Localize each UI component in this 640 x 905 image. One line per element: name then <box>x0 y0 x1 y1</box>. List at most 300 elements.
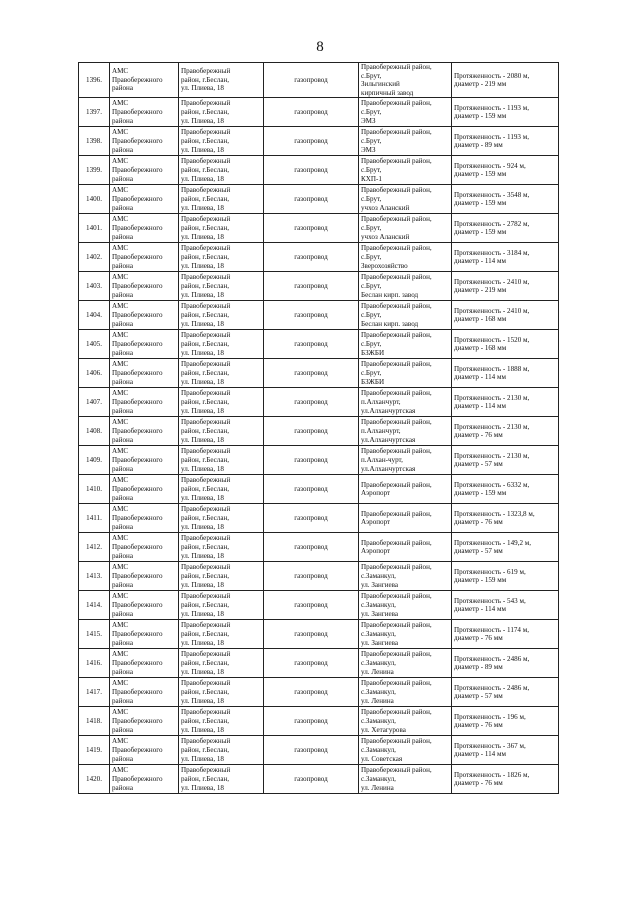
object-location-line: Правобережный район, <box>361 679 432 688</box>
object-location-line: ул. Советская <box>361 754 403 763</box>
object-location-cell <box>359 301 452 330</box>
owner-address-line: ул. Плиева, 18 <box>181 174 224 183</box>
table-row <box>79 185 559 214</box>
owner-address-cell <box>179 504 264 533</box>
object-location-cell <box>359 562 452 591</box>
record-number-cell: 1415. <box>79 620 110 649</box>
specification-cell <box>452 243 559 272</box>
object-location-line: учхоз Аланский <box>361 232 410 241</box>
specification-line: диаметр - 89 мм <box>454 663 503 672</box>
object-location-line: Правобережный район, <box>361 186 432 195</box>
object-location-cell <box>359 156 452 185</box>
table-row <box>79 620 559 649</box>
owner-address-line: Правобережный <box>181 67 231 76</box>
owner-cell <box>110 620 179 649</box>
table-row <box>79 359 559 388</box>
object-location-cell <box>359 127 452 156</box>
record-number-cell: 1412. <box>79 533 110 562</box>
specification-line: Протяженность - 2410 м, <box>454 277 530 286</box>
registry-table-body <box>79 63 559 794</box>
object-location-line: Зверохозяйство <box>361 261 408 270</box>
specification-line: диаметр - 159 мм <box>454 228 507 237</box>
owner-cell <box>110 243 179 272</box>
object-location-line: Правобережный район, <box>361 592 432 601</box>
owner-address-line: район, г.Беслан, <box>181 166 230 175</box>
object-location-cell <box>359 98 452 127</box>
owner-cell <box>110 533 179 562</box>
object-location-line: Правобережный район, <box>361 447 432 456</box>
owner-cell <box>110 185 179 214</box>
owner-line: Правобережного <box>112 369 163 378</box>
specification-line: Протяженность - 196 м, <box>454 712 526 721</box>
owner-address-cell <box>179 214 264 243</box>
record-number-cell: 1396. <box>79 63 110 98</box>
object-location-line: Правобережный район, <box>361 766 432 775</box>
object-location-line: Правобережный район, <box>361 128 432 137</box>
owner-cell <box>110 214 179 243</box>
owner-address-line: район, г.Беслан, <box>181 746 230 755</box>
owner-line: Правобережного <box>112 166 163 175</box>
owner-address-cell <box>179 98 264 127</box>
specification-cell <box>452 765 559 794</box>
object-location-line: Беслан кирп. завод <box>361 319 419 328</box>
owner-address-line: ул. Плиева, 18 <box>181 232 224 241</box>
table-row <box>79 707 559 736</box>
owner-address-cell <box>179 388 264 417</box>
owner-cell <box>110 98 179 127</box>
object-type-cell: газопровод <box>264 243 359 272</box>
owner-line: района <box>112 609 133 618</box>
object-location-line: ул. Зангиева <box>361 638 399 647</box>
object-location-line: Правобережный район, <box>361 331 432 340</box>
owner-cell <box>110 446 179 475</box>
table-row <box>79 678 559 707</box>
table-row <box>79 156 559 185</box>
owner-cell <box>110 359 179 388</box>
object-type-cell: газопровод <box>264 98 359 127</box>
specification-line: диаметр - 76 мм <box>454 518 503 527</box>
object-location-cell <box>359 707 452 736</box>
owner-line: Правобережного <box>112 253 163 262</box>
owner-cell <box>110 301 179 330</box>
object-type-cell: газопровод <box>264 214 359 243</box>
owner-line: Правобережного <box>112 688 163 697</box>
owner-address-line: район, г.Беслан, <box>181 224 230 233</box>
specification-line: Протяженность - 149,2 м, <box>454 538 532 547</box>
owner-line: АМС <box>112 186 129 195</box>
specification-line: Протяженность - 2410 м, <box>454 306 530 315</box>
owner-address-cell <box>179 185 264 214</box>
object-location-cell <box>359 388 452 417</box>
specification-line: диаметр - 159 мм <box>454 170 507 179</box>
object-location-cell <box>359 475 452 504</box>
owner-line: АМС <box>112 476 129 485</box>
object-location-cell <box>359 417 452 446</box>
object-location-line: ул. Ленина <box>361 783 394 792</box>
owner-address-line: ул. Плиева, 18 <box>181 493 224 502</box>
object-location-line: Правобережный район, <box>361 157 432 166</box>
record-number-cell: 1402. <box>79 243 110 272</box>
owner-address-line: ул. Плиева, 18 <box>181 638 224 647</box>
object-type-cell: газопровод <box>264 765 359 794</box>
object-type-cell: газопровод <box>264 504 359 533</box>
record-number-cell: 1400. <box>79 185 110 214</box>
record-number-cell: 1420. <box>79 765 110 794</box>
specification-cell <box>452 736 559 765</box>
specification-line: диаметр - 159 мм <box>454 199 507 208</box>
object-location-line: с.Заманкул, <box>361 746 396 755</box>
object-location-cell <box>359 243 452 272</box>
owner-address-cell <box>179 765 264 794</box>
object-location-line: с.Заманкул, <box>361 601 396 610</box>
owner-address-line: район, г.Беслан, <box>181 688 230 697</box>
owner-address-cell <box>179 591 264 620</box>
specification-cell <box>452 504 559 533</box>
owner-address-line: Правобережный <box>181 505 231 514</box>
owner-address-line: ул. Плиева, 18 <box>181 551 224 560</box>
owner-line: АМС <box>112 273 129 282</box>
record-number-cell: 1414. <box>79 591 110 620</box>
specification-line: диаметр - 168 мм <box>454 344 507 353</box>
specification-cell <box>452 562 559 591</box>
owner-line: Правобережного <box>112 137 163 146</box>
object-type-cell: газопровод <box>264 156 359 185</box>
owner-address-line: ул. Плиева, 18 <box>181 406 224 415</box>
owner-address-line: район, г.Беслан, <box>181 340 230 349</box>
owner-address-line: ул. Плиева, 18 <box>181 580 224 589</box>
owner-address-cell <box>179 301 264 330</box>
object-location-line: с.Брут, <box>361 282 382 291</box>
owner-address-line: район, г.Беслан, <box>181 630 230 639</box>
owner-line: АМС <box>112 331 129 340</box>
object-location-line: Правобережный район, <box>361 360 432 369</box>
table-row <box>79 272 559 301</box>
object-location-cell <box>359 504 452 533</box>
table-row <box>79 736 559 765</box>
object-location-line: с.Заманкул, <box>361 775 396 784</box>
object-type-cell: газопровод <box>264 388 359 417</box>
object-location-line: с.Брут, <box>361 253 382 262</box>
object-location-line: с.Заманкул, <box>361 572 396 581</box>
object-type-cell: газопровод <box>264 620 359 649</box>
owner-cell <box>110 156 179 185</box>
owner-line: района <box>112 638 133 647</box>
owner-address-line: район, г.Беслан, <box>181 75 230 84</box>
specification-line: Протяженность - 1174 м, <box>454 625 530 634</box>
owner-address-line: ул. Плиева, 18 <box>181 725 224 734</box>
owner-address-line: Правобережный <box>181 592 231 601</box>
object-location-cell <box>359 533 452 562</box>
specification-line: Протяженность - 1193 м, <box>454 132 530 141</box>
owner-line: АМС <box>112 157 129 166</box>
record-number-cell: 1410. <box>79 475 110 504</box>
specification-cell <box>452 620 559 649</box>
owner-line: Правобережного <box>112 775 163 784</box>
owner-address-cell <box>179 678 264 707</box>
object-location-cell <box>359 63 452 98</box>
object-location-line: Правобережный район, <box>361 418 432 427</box>
owner-line: АМС <box>112 244 129 253</box>
table-row <box>79 562 559 591</box>
record-number-cell: 1416. <box>79 649 110 678</box>
owner-line: АМС <box>112 418 129 427</box>
owner-line: района <box>112 435 133 444</box>
specification-cell <box>452 533 559 562</box>
owner-address-line: Правобережный <box>181 737 231 746</box>
object-location-line: с.Заманкул, <box>361 630 396 639</box>
specification-line: диаметр - 76 мм <box>454 431 503 440</box>
owner-line: района <box>112 464 133 473</box>
object-type-cell: газопровод <box>264 272 359 301</box>
record-number-cell: 1399. <box>79 156 110 185</box>
object-location-line: с.Брут, <box>361 369 382 378</box>
object-location-line: п.Алханчурт, <box>361 427 401 436</box>
table-row <box>79 504 559 533</box>
owner-cell <box>110 272 179 301</box>
owner-address-line: Правобережный <box>181 302 231 311</box>
owner-address-line: ул. Плиева, 18 <box>181 435 224 444</box>
object-type-cell: газопровод <box>264 475 359 504</box>
table-row <box>79 301 559 330</box>
owner-address-line: Правобережный <box>181 447 231 456</box>
object-location-line: Правобережный район, <box>361 244 432 253</box>
object-location-line: с.Брут, <box>361 224 382 233</box>
owner-address-line: Правобережный <box>181 99 231 108</box>
owner-address-cell <box>179 707 264 736</box>
owner-line: АМС <box>112 505 129 514</box>
object-location-line: Правобережный район, <box>361 302 432 311</box>
property-registry-table <box>78 62 559 794</box>
owner-address-line: ул. Плиева, 18 <box>181 667 224 676</box>
owner-line: Правобережного <box>112 456 163 465</box>
specification-line: Протяженность - 367 м, <box>454 741 526 750</box>
owner-address-line: Правобережный <box>181 621 231 630</box>
owner-cell <box>110 63 179 98</box>
object-location-line: Правобережный район, <box>361 538 432 547</box>
object-location-cell <box>359 736 452 765</box>
object-location-line: с.Заманкул, <box>361 688 396 697</box>
owner-address-cell <box>179 736 264 765</box>
owner-line: района <box>112 348 133 357</box>
specification-cell <box>452 446 559 475</box>
owner-address-line: Правобережный <box>181 389 231 398</box>
object-type-cell: газопровод <box>264 707 359 736</box>
object-location-line: Правобережный район, <box>361 737 432 746</box>
owner-line: Правобережного <box>112 659 163 668</box>
owner-cell <box>110 765 179 794</box>
object-type-cell: газопровод <box>264 301 359 330</box>
owner-line: района <box>112 319 133 328</box>
object-location-line: Правобережный район, <box>361 389 432 398</box>
specification-line: Протяженность - 2486 м, <box>454 683 530 692</box>
specification-line: Протяженность - 2080 м, <box>454 71 530 80</box>
owner-address-line: Правобережный <box>181 244 231 253</box>
owner-address-line: Правобережный <box>181 766 231 775</box>
owner-address-line: Правобережный <box>181 186 231 195</box>
owner-line: района <box>112 116 133 125</box>
specification-cell <box>452 649 559 678</box>
owner-line: Правобережного <box>112 75 163 84</box>
object-location-cell <box>359 214 452 243</box>
owner-line: района <box>112 493 133 502</box>
record-number-cell: 1407. <box>79 388 110 417</box>
record-number-cell: 1409. <box>79 446 110 475</box>
object-location-line: с.Брут, <box>361 137 382 146</box>
specification-line: диаметр - 159 мм <box>454 489 507 498</box>
owner-line: района <box>112 84 133 93</box>
owner-cell <box>110 591 179 620</box>
owner-line: Правобережного <box>112 514 163 523</box>
owner-line: АМС <box>112 67 129 76</box>
object-location-cell <box>359 272 452 301</box>
object-location-line: Правобережный район, <box>361 708 432 717</box>
object-location-line: Аэропорт <box>361 489 391 498</box>
owner-cell <box>110 475 179 504</box>
owner-line: Правобережного <box>112 340 163 349</box>
record-number-cell: 1403. <box>79 272 110 301</box>
specification-cell <box>452 272 559 301</box>
owner-line: АМС <box>112 302 129 311</box>
record-number-cell: 1417. <box>79 678 110 707</box>
object-location-line: учхоз Аланский <box>361 203 410 212</box>
specification-line: диаметр - 76 мм <box>454 779 503 788</box>
record-number-cell: 1411. <box>79 504 110 533</box>
owner-line: АМС <box>112 766 129 775</box>
specification-line: диаметр - 159 мм <box>454 576 507 585</box>
table-row <box>79 127 559 156</box>
owner-address-line: ул. Плиева, 18 <box>181 783 224 792</box>
object-location-line: п.Алханчурт, <box>361 398 401 407</box>
owner-address-line: Правобережный <box>181 708 231 717</box>
table-row <box>79 243 559 272</box>
specification-line: диаметр - 57 мм <box>454 460 503 469</box>
owner-address-line: Правобережный <box>181 650 231 659</box>
specification-cell <box>452 591 559 620</box>
owner-address-cell <box>179 127 264 156</box>
record-number-cell: 1413. <box>79 562 110 591</box>
owner-address-line: Правобережный <box>181 360 231 369</box>
specification-line: диаметр - 219 мм <box>454 80 507 89</box>
table-row <box>79 649 559 678</box>
owner-line: района <box>112 145 133 154</box>
owner-cell <box>110 504 179 533</box>
owner-line: Правобережного <box>112 224 163 233</box>
owner-address-line: ул. Плиева, 18 <box>181 84 224 93</box>
owner-address-line: Правобережный <box>181 128 231 137</box>
owner-line: Правобережного <box>112 630 163 639</box>
table-row <box>79 446 559 475</box>
object-location-line: БЗЖБИ <box>361 348 385 357</box>
object-location-line: Аэропорт <box>361 547 391 556</box>
object-location-line: с.Брут, <box>361 71 382 80</box>
object-type-cell: газопровод <box>264 446 359 475</box>
specification-line: Протяженность - 2130 м, <box>454 422 530 431</box>
owner-address-cell <box>179 562 264 591</box>
object-location-cell <box>359 765 452 794</box>
object-location-line: п.Алхан-чурт, <box>361 456 403 465</box>
object-type-cell: газопровод <box>264 649 359 678</box>
owner-line: района <box>112 203 133 212</box>
owner-line: района <box>112 783 133 792</box>
object-location-line: с.Брут, <box>361 311 382 320</box>
owner-address-cell <box>179 475 264 504</box>
owner-line: АМС <box>112 737 129 746</box>
object-location-cell <box>359 591 452 620</box>
object-location-line: ЭМЗ <box>361 116 376 125</box>
owner-line: Правобережного <box>112 543 163 552</box>
owner-line: АМС <box>112 679 129 688</box>
object-location-line: Зильгинский <box>361 80 400 89</box>
owner-address-line: район, г.Беслан, <box>181 108 230 117</box>
owner-address-line: ул. Плиева, 18 <box>181 464 224 473</box>
owner-address-line: Правобережный <box>181 476 231 485</box>
owner-address-line: Правобережный <box>181 679 231 688</box>
owner-line: Правобережного <box>112 746 163 755</box>
object-location-line: БЗЖБИ <box>361 377 385 386</box>
specification-line: Протяженность - 1323,8 м, <box>454 509 535 518</box>
specification-cell <box>452 214 559 243</box>
record-number-cell: 1405. <box>79 330 110 359</box>
owner-address-line: район, г.Беслан, <box>181 717 230 726</box>
table-row <box>79 475 559 504</box>
owner-line: района <box>112 406 133 415</box>
owner-address-line: район, г.Беслан, <box>181 427 230 436</box>
owner-address-line: район, г.Беслан, <box>181 543 230 552</box>
table-row <box>79 765 559 794</box>
object-location-line: с.Брут, <box>361 108 382 117</box>
object-location-line: ул. Ленина <box>361 667 394 676</box>
owner-address-line: Правобережный <box>181 563 231 572</box>
table-row <box>79 591 559 620</box>
owner-address-line: район, г.Беслан, <box>181 456 230 465</box>
owner-line: района <box>112 522 133 531</box>
object-location-line: ул. Зангиева <box>361 580 399 589</box>
table-row <box>79 63 559 98</box>
owner-address-line: ул. Плиева, 18 <box>181 319 224 328</box>
object-type-cell: газопровод <box>264 63 359 98</box>
owner-line: Правобережного <box>112 311 163 320</box>
object-location-line: ул.Алханчуртская <box>361 464 416 473</box>
specification-line: Протяженность - 1888 м, <box>454 364 530 373</box>
object-location-line: ул. Ленина <box>361 696 394 705</box>
owner-line: Правобережного <box>112 485 163 494</box>
object-location-cell <box>359 185 452 214</box>
table-row <box>79 417 559 446</box>
specification-line: диаметр - 114 мм <box>454 750 506 759</box>
specification-cell <box>452 388 559 417</box>
owner-address-cell <box>179 63 264 98</box>
owner-line: района <box>112 754 133 763</box>
owner-address-line: Правобережный <box>181 534 231 543</box>
specification-cell <box>452 63 559 98</box>
table-row <box>79 98 559 127</box>
object-location-line: ул.Алханчуртская <box>361 406 416 415</box>
record-number-cell: 1408. <box>79 417 110 446</box>
owner-line: района <box>112 377 133 386</box>
object-type-cell: газопровод <box>264 417 359 446</box>
object-type-cell: газопровод <box>264 736 359 765</box>
object-location-line: ул. Хетагурова <box>361 725 406 734</box>
owner-line: АМС <box>112 128 129 137</box>
object-location-cell <box>359 446 452 475</box>
owner-line: Правобережного <box>112 717 163 726</box>
specification-line: Протяженность - 924 м, <box>454 161 526 170</box>
object-location-line: с.Брут, <box>361 166 382 175</box>
owner-line: Правобережного <box>112 601 163 610</box>
specification-line: Протяженность - 2130 м, <box>454 393 530 402</box>
owner-address-cell <box>179 620 264 649</box>
object-location-line: Правобережный район, <box>361 63 432 71</box>
